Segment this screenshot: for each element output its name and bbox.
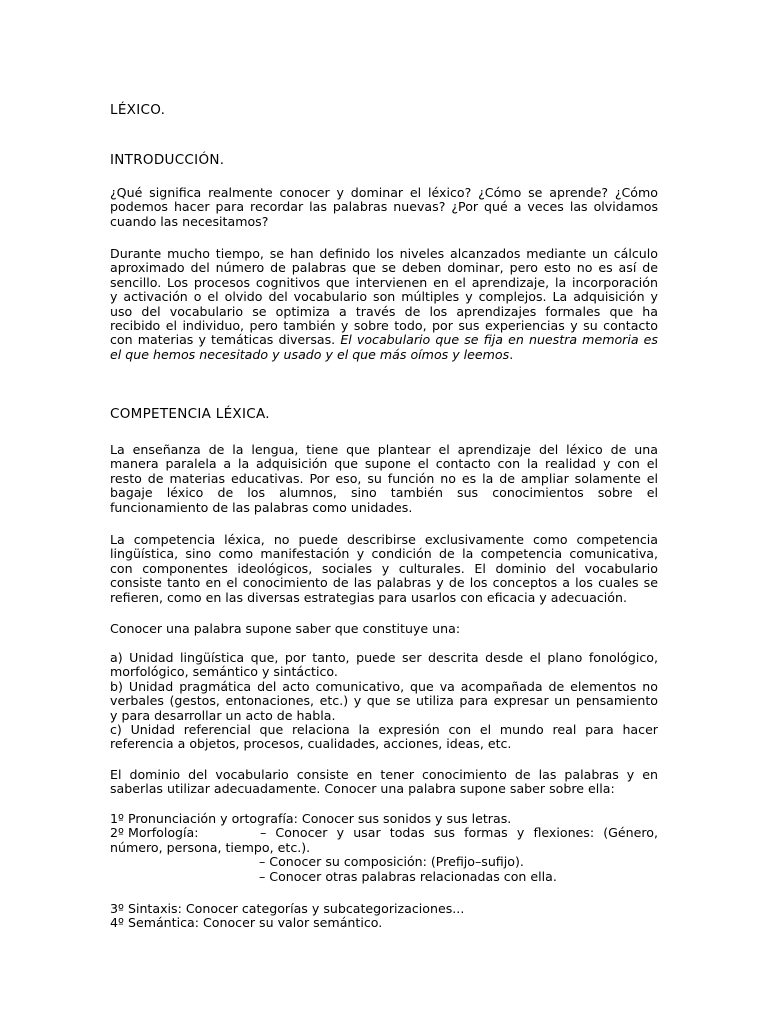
item-semantica: 4º Semántica: Conocer su valor semántico.: [110, 915, 383, 931]
text-line: refieren, como en las diversas estrategias para usarlos con eficacia y adecuación.: [110, 589, 627, 605]
item-morfologia-sub-2: – Conocer otras palabras relacionadas con ella.: [259, 868, 557, 884]
text-run: con materias y temáticas diversas.: [110, 332, 341, 348]
text-line: saberlas utilizar adecuadamente. Conocer una palabra supone saber sobre ella:: [110, 781, 615, 797]
item-pronunciacion: 1º Pronunciación y ortografía: Conocer sus sonidos y sus letras.: [110, 811, 512, 826]
text-line: consiste tanto en el conocimiento de las palabras y de los conceptos a los cuales se: [110, 575, 658, 591]
item-sintaxis: 3º Sintaxis: Conocer categorías y subcategorizaciones...: [110, 901, 465, 916]
list-item: c) Unidad referencial que relaciona la expresión con el mundo real para hacer: [110, 722, 658, 738]
intro-paragraph-1: [110, 186, 658, 229]
document-title: LÉXICO.: [110, 102, 166, 118]
item-morfologia-detail: – Conocer y usar todas sus formas y flexiones: (Género,: [260, 825, 658, 841]
knowledge-items-2: [110, 902, 658, 931]
text-line-mixed: [110, 348, 658, 362]
competencia-paragraph-3: Conocer una palabra supone saber que constituye una:: [110, 621, 461, 636]
competencia-paragraph-2: [110, 533, 658, 605]
text-line: y activación o el olvido del vocabulario son múltiples y complejos. La adquisición y: [110, 289, 658, 305]
text-line: recibido el individuo, pero también y sobre todo, por sus experiencias y su contacto: [110, 318, 658, 334]
item-morfologia-sub-1: – Conocer su composición: (Prefijo–sufijo).: [259, 854, 524, 870]
text-line: La competencia léxica, no puede describirse exclusivamente como competencia: [110, 532, 658, 547]
list-item: referencia a objetos, procesos, cualidades, acciones, ideas, etc.: [110, 736, 512, 752]
text-line: podemos hacer para recordar las palabras nuevas? ¿Por qué a veces las olvidamos: [110, 199, 658, 215]
intro-paragraph-2: [110, 247, 658, 362]
list-item: verbales (gestos, entonaciones, etc.) y que se utiliza para expresar un pensamiento: [110, 693, 658, 709]
text-line: aproximado del número de palabras que se deben dominar, pero esto no es así de: [110, 260, 658, 276]
italic-quote: El vocabulario que se fija en nuestra memoria es: [340, 332, 658, 348]
competencia-paragraph-1: [110, 443, 658, 515]
text-line: cuando las necesitamos?: [110, 213, 269, 229]
text-line: resto de materias educativas. Por eso, su función no es la de ampliar solamente el: [110, 470, 658, 486]
list-item: morfológico, semántico y sintáctico.: [110, 664, 338, 680]
knowledge-items: [110, 812, 658, 884]
item-morfologia-label: 2º Morfología:: [110, 825, 199, 841]
text-line: Durante mucho tiempo, se han definido los niveles alcanzados mediante un cálculo: [110, 246, 658, 261]
text-run: .: [509, 346, 514, 362]
text-line: El dominio del vocabulario consiste en tener conocimiento de las palabras y en: [110, 767, 658, 782]
competencia-paragraph-4: [110, 768, 658, 797]
list-item: y para desarrollar un acto de habla.: [110, 707, 336, 723]
competencia-heading: COMPETENCIA LÉXICA.: [110, 406, 270, 422]
text-line: ¿Qué significa realmente conocer y dominar el léxico? ¿Cómo se aprende? ¿Cómo: [110, 185, 658, 200]
text-line: sencillo. Los procesos cognitivos que intervienen en el aprendizaje, la incorporación: [110, 274, 658, 290]
text-line: con componentes ideológicos, sociales y culturales. El dominio del vocabulario: [110, 560, 658, 576]
italic-quote: el que hemos necesitado y usado y el que más oímos y leemos: [110, 346, 510, 362]
text-line-mixed: [110, 333, 658, 347]
item-morfologia: [110, 826, 658, 840]
text-line: uso del vocabulario se optimiza a través de los aprendizajes formales que ha: [110, 303, 658, 319]
intro-heading: INTRODUCCIÓN.: [110, 152, 225, 168]
list-item: b) Unidad pragmática del acto comunicativo, que va acompañada de elementos no: [110, 678, 658, 694]
text-line: manera paralela a la adquisición que supone el contacto con la realidad y con el: [110, 456, 658, 472]
unit-types-list: [110, 651, 658, 752]
text-line: bagaje léxico de los alumnos, sino también sus conocimientos sobre el: [110, 485, 658, 501]
list-item: a) Unidad lingüística que, por tanto, puede ser descrita desde el plano fonológico,: [110, 650, 658, 665]
text-line: funcionamiento de las palabras como unidades.: [110, 499, 413, 515]
text-line: lingüística, sino como manifestación y condición de la competencia comunicativa,: [110, 546, 658, 562]
text-line: La enseñanza de la lengua, tiene que plantear el aprendizaje del léxico de una: [110, 442, 658, 457]
item-morfologia-continued: número, persona, tiempo, etc.).: [110, 839, 311, 855]
